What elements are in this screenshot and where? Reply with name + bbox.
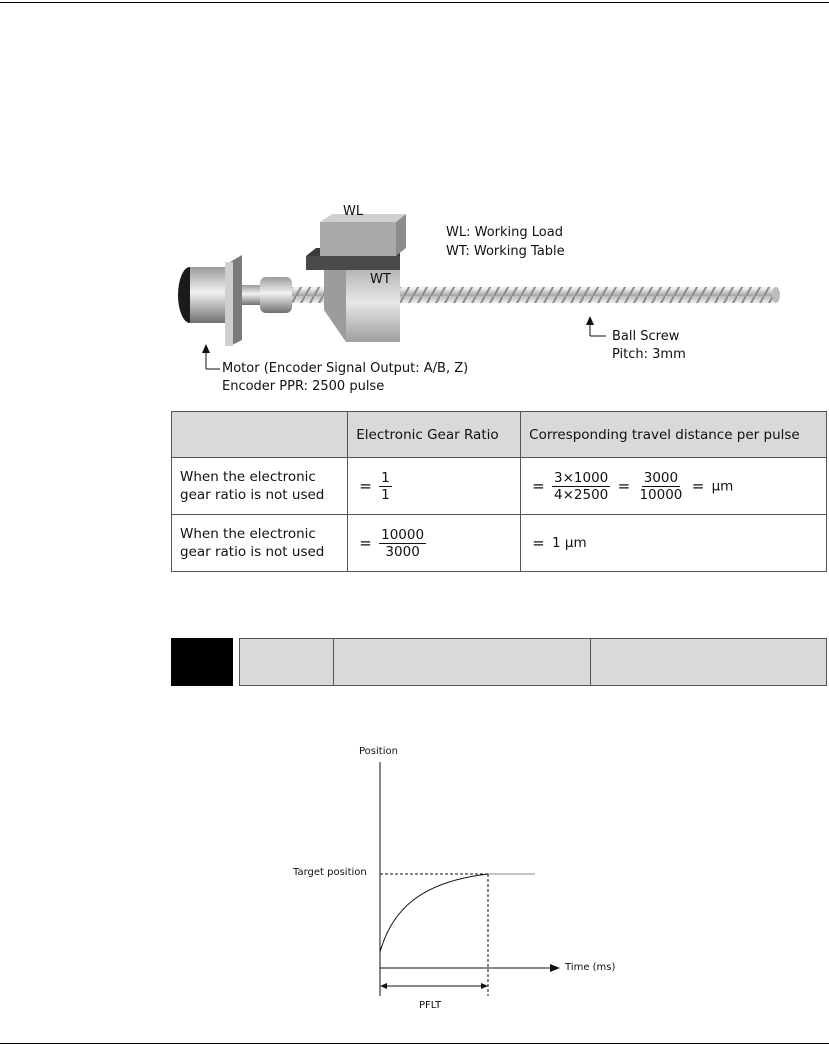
fraction: $\frac{3\times 1000}{4\times 2500}$ [554,469,609,503]
distance-value: 1 μm [552,535,587,551]
motor-label: Motor (Encoder Signal Output: A/B, Z) [222,361,469,376]
condition-cell: When the electronic gear ratio is not used [172,515,348,572]
parameter-code-block [171,638,233,686]
target-position-label: Target position [293,867,367,878]
fraction: $\frac{3000}{10000}$ [639,469,683,503]
top-rule [0,2,829,3]
gear-ratio-cell: = $\frac{1}{1}$ [348,458,521,515]
parameter-header-cell [334,639,591,685]
encoder-ppr-label: Encoder PPR: 2500 pulse [222,379,385,394]
working-load [320,214,406,256]
fraction: $\frac{10000}{3000}$ [381,526,425,560]
wl-box-label: WL [343,204,364,219]
pflt-label: PFLT [419,1000,442,1011]
table-row [172,458,827,515]
gear-ratio-cell: = $\frac{10000}{3000}$ [348,515,521,572]
unit-label: μm [711,478,734,494]
wt-label: WT [370,272,391,287]
motor-leader-line [202,344,220,369]
electronic-gear-ratio-table [171,411,827,572]
x-axis-label: Time (ms) [565,962,616,973]
parameter-header-bar [239,638,827,686]
position-time-chart [370,760,570,1020]
ball-screw-leader-line [586,316,606,336]
legend-working-load: WL: Working Load [446,225,563,240]
y-axis-label: Position [359,746,398,757]
table-header-cell [172,412,348,458]
ball-screw-pitch-label: Pitch: 3mm [612,347,686,362]
table-header-cell: Corresponding travel distance per pulse [521,412,827,458]
fraction: $\frac{1}{1}$ [381,469,390,503]
motor [178,255,292,346]
ball-screw-label: Ball Screw [612,329,680,344]
position-response-curve [380,874,488,952]
condition-cell: When the electronic gear ratio is not used [172,458,348,515]
legend-working-table: WT: Working Table [446,244,565,259]
table-header-cell: Electronic Gear Ratio [348,412,521,458]
parameter-header-cell [240,639,334,685]
table-header-row [172,412,827,458]
travel-distance-cell: = 1 μm [521,515,827,572]
table-row [172,515,827,572]
parameter-header-cell [591,639,826,685]
travel-distance-cell: = $\frac{3\times 1000}{4\times 2500}$ = $\frac{3000}{10000}$ = μm [521,458,827,515]
